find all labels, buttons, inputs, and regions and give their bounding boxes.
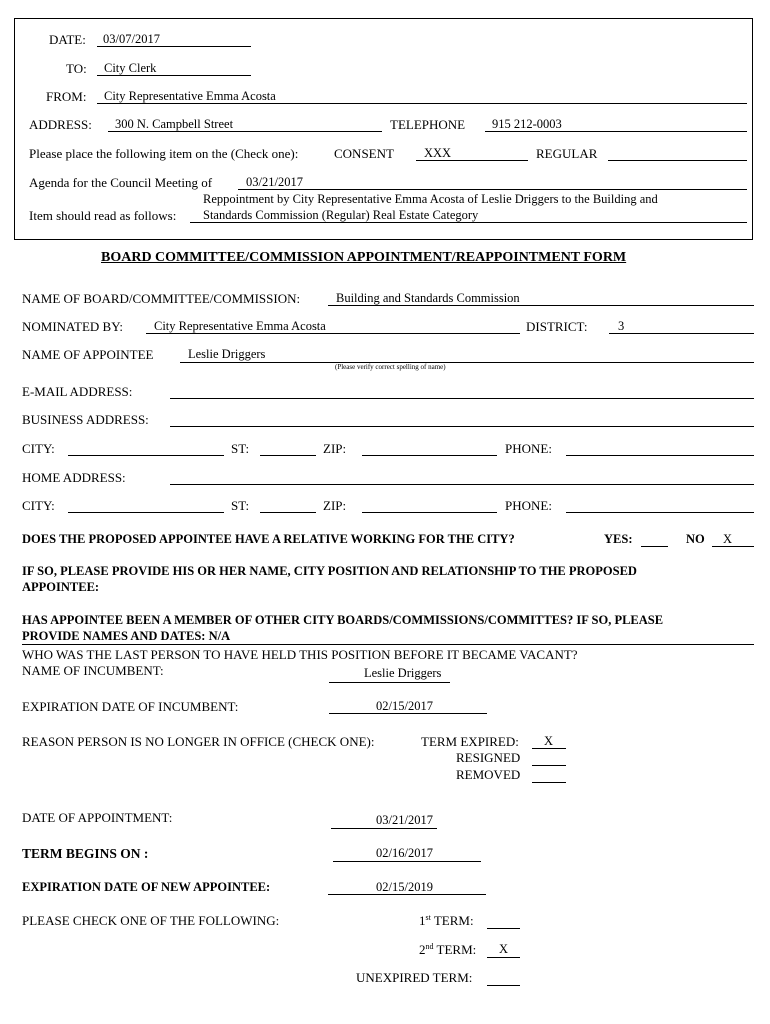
if-so-text-line-1: IF SO, PLEASE PROVIDE HIS OR HER NAME, CITY POSITION AND RELATIONSHIP TO THE PROPOSED <box>22 564 637 578</box>
to-field-line <box>97 75 251 76</box>
relative-question: DOES THE PROPOSED APPOINTEE HAVE A RELATIVE WORKING FOR THE CITY? <box>22 532 515 546</box>
first-term-field[interactable] <box>487 928 520 929</box>
item-text-line-2: Standards Commission (Regular) Real Estate Category <box>203 208 479 222</box>
term-begins-field-line <box>333 861 481 862</box>
second-term-label: 2nd TERM: <box>419 942 477 957</box>
relative-no-field-line <box>712 546 754 547</box>
telephone-label: TELEPHONE <box>390 117 466 132</box>
other-boards-question-line-1: HAS APPOINTEE BEEN A MEMBER OF OTHER CITY BOARDS/COMMISSIONS/COMMITTES? IF SO, PLEASE <box>22 613 664 627</box>
place-item-text: Please place the following item on the (Check one): <box>29 146 299 161</box>
nominated-label: NOMINATED BY: <box>22 319 123 334</box>
to-label: TO: <box>66 61 87 76</box>
district-field[interactable]: 3 <box>618 319 625 333</box>
new-appointee-expiration-label: EXPIRATION DATE OF NEW APPOINTEE: <box>22 880 271 894</box>
telephone-field[interactable]: 915 212-0003 <box>492 117 562 131</box>
incumbent-expiration-field[interactable]: 02/15/2017 <box>376 699 433 713</box>
regular-field[interactable] <box>608 160 747 161</box>
board-label: NAME OF BOARD/COMMITTEE/COMMISSION: <box>22 291 301 306</box>
item-field-line <box>190 222 747 223</box>
address-field-line <box>108 131 382 132</box>
home-address-label: HOME ADDRESS: <box>22 470 126 485</box>
term-expired-field-line <box>532 748 566 749</box>
address-field[interactable]: 300 N. Campbell Street <box>115 117 234 131</box>
new-appointee-expiration-field[interactable]: 02/15/2019 <box>376 880 433 894</box>
appointee-field[interactable]: Leslie Driggers <box>188 347 266 361</box>
relative-yes-label: YES: <box>604 532 633 546</box>
date-label: DATE: <box>49 32 86 47</box>
email-field[interactable] <box>170 398 754 399</box>
consent-label: CONSENT <box>334 146 394 161</box>
form-title: BOARD COMMITTEE/COMMISSION APPOINTMENT/REAPPOINTMENT FORM <box>101 250 627 265</box>
email-label: E-MAIL ADDRESS: <box>22 384 133 399</box>
check-one-label: PLEASE CHECK ONE OF THE FOLLOWING: <box>22 913 280 928</box>
unexpired-term-field[interactable] <box>487 985 520 986</box>
business-st-label: ST: <box>231 441 250 456</box>
appointee-field-line <box>180 362 754 363</box>
second-term-field-line <box>487 957 520 958</box>
agenda-field-line <box>238 189 747 190</box>
resigned-label: RESIGNED <box>456 750 521 765</box>
business-city-field[interactable] <box>68 455 224 456</box>
first-term-label: 1st TERM: <box>419 913 474 928</box>
agenda-label: Agenda for the Council Meeting of <box>29 175 213 190</box>
home-st-field[interactable] <box>260 512 316 513</box>
business-st-field[interactable] <box>260 455 316 456</box>
business-zip-field[interactable] <box>362 455 497 456</box>
home-zip-field[interactable] <box>362 512 497 513</box>
term-begins-field[interactable]: 02/16/2017 <box>376 846 433 860</box>
business-address-label: BUSINESS ADDRESS: <box>22 412 149 427</box>
appointment-date-field-line <box>331 828 437 829</box>
incumbent-expiration-field-line <box>329 713 487 714</box>
last-person-question: WHO WAS THE LAST PERSON TO HAVE HELD THIS POSITION BEFORE IT BECAME VACANT? <box>22 647 578 662</box>
appointment-date-field[interactable]: 03/21/2017 <box>376 813 433 827</box>
agenda-field[interactable]: 03/21/2017 <box>246 175 303 189</box>
relative-no-label: NO <box>686 532 705 546</box>
home-phone-label: PHONE: <box>505 498 552 513</box>
consent-field[interactable]: XXX <box>424 146 452 160</box>
term-begins-label: TERM BEGINS ON : <box>22 846 149 861</box>
home-zip-label: ZIP: <box>323 498 347 513</box>
other-boards-question-line-2: PROVIDE NAMES AND DATES: N/A <box>22 629 231 643</box>
to-field[interactable]: City Clerk <box>104 61 157 75</box>
business-phone-field[interactable] <box>566 455 754 456</box>
business-zip-label: ZIP: <box>323 441 347 456</box>
appointment-date-label: DATE OF APPOINTMENT: <box>22 810 173 825</box>
address-label: ADDRESS: <box>29 117 92 132</box>
from-field-line <box>97 103 747 104</box>
resigned-field[interactable] <box>532 765 566 766</box>
new-appointee-expiration-field-line <box>328 894 486 895</box>
item-text-line-1: Reppointment by City Representative Emma Acosta of Leslie Driggers to the Building and <box>203 192 658 206</box>
home-city-label: CITY: <box>22 498 55 513</box>
district-field-line <box>609 333 754 334</box>
home-city-field[interactable] <box>68 512 224 513</box>
home-st-label: ST: <box>231 498 250 513</box>
date-field-line <box>97 46 251 47</box>
incumbent-field-line <box>329 682 450 683</box>
divider-line <box>22 644 754 645</box>
unexpired-term-label: UNEXPIRED TERM: <box>356 970 473 985</box>
term-expired-field[interactable]: X <box>544 734 554 748</box>
regular-label: REGULAR <box>536 146 598 161</box>
consent-field-line <box>416 160 528 161</box>
second-term-field[interactable]: X <box>499 942 509 956</box>
reason-label: REASON PERSON IS NO LONGER IN OFFICE (CHECK ONE): <box>22 734 375 749</box>
business-city-label: CITY: <box>22 441 55 456</box>
district-label: DISTRICT: <box>526 319 588 334</box>
home-address-field[interactable] <box>170 484 754 485</box>
board-field-line <box>328 305 754 306</box>
verify-spelling-note: (Please verify correct spelling of name) <box>335 363 446 371</box>
item-label: Item should read as follows: <box>29 208 177 223</box>
removed-field[interactable] <box>532 782 566 783</box>
date-field[interactable]: 03/07/2017 <box>103 32 160 46</box>
incumbent-field[interactable]: Leslie Driggers <box>364 666 442 680</box>
relative-yes-field[interactable] <box>641 546 668 547</box>
appointee-label: NAME OF APPOINTEE <box>22 347 154 362</box>
nominated-field[interactable]: City Representative Emma Acosta <box>154 319 326 333</box>
home-phone-field[interactable] <box>566 512 754 513</box>
from-field[interactable]: City Representative Emma Acosta <box>104 89 276 103</box>
incumbent-expiration-label: EXPIRATION DATE OF INCUMBENT: <box>22 699 239 714</box>
business-phone-label: PHONE: <box>505 441 552 456</box>
removed-label: REMOVED <box>456 767 521 782</box>
telephone-field-line <box>485 131 747 132</box>
incumbent-label: NAME OF INCUMBENT: <box>22 663 164 678</box>
board-field[interactable]: Building and Standards Commission <box>336 291 520 305</box>
from-label: FROM: <box>46 89 87 104</box>
nominated-field-line <box>146 333 520 334</box>
business-address-field[interactable] <box>170 426 754 427</box>
term-expired-label: TERM EXPIRED: <box>421 734 519 749</box>
relative-no-field[interactable]: X <box>723 532 733 546</box>
if-so-text-line-2: APPOINTEE: <box>22 580 100 594</box>
